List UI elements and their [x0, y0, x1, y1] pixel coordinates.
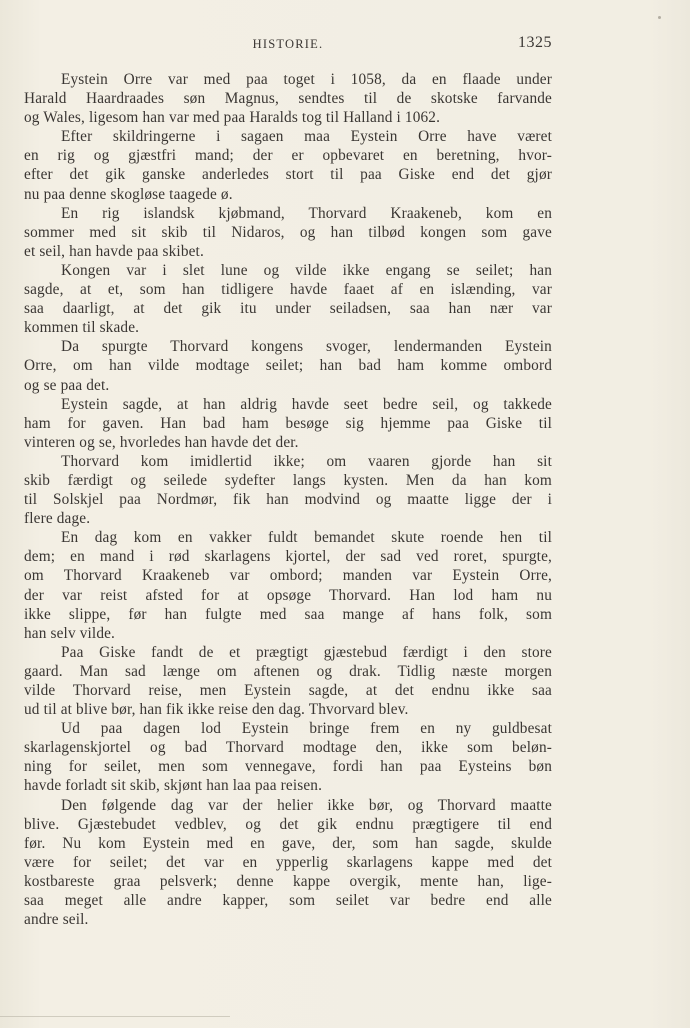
text-line: Eystein Orre var med paa toget i 1058, da en flaade under	[61, 71, 552, 88]
paragraph	[24, 337, 552, 394]
text-line: blive. Gjæstebudet vedblev, og det gik endnu prægtigere til end	[24, 815, 552, 833]
paragraph	[24, 127, 552, 203]
bottom-rule	[0, 1016, 230, 1017]
text-line: vinteren og se, hvorledes han havde det der.	[24, 433, 299, 451]
paragraph	[24, 261, 552, 337]
text-line: Kongen var i slet lune og vilde ikke engang se seilet; han	[61, 261, 552, 279]
text-line: saa daarligt, at det gik itu under seiladsen, saa han nær var	[24, 300, 552, 318]
paragraph	[24, 395, 552, 452]
text-line: dem; en mand i rød skarlagens kjortel, der sad ved roret, spurgte,	[24, 548, 552, 566]
text-line: vilde Thorvard reise, men Eystein sagde, at det endnu ikke saa	[24, 682, 552, 699]
text-line: han selv vilde.	[24, 624, 116, 642]
text-line: Eystein sagde, at han aldrig havde seet bedre seil, og takkede	[61, 395, 552, 413]
paragraph	[24, 70, 552, 127]
text-line: Thorvard kom imidlertid ikke; om vaaren gjorde han sit	[61, 452, 552, 470]
text-line: kostbareste graa pelsverk; denne kappe overgik, mente han, lige-	[24, 872, 552, 890]
paragraph	[24, 643, 552, 719]
text-line: Orre, om han vilde modtage seilet; han bad ham komme ombord	[24, 357, 552, 375]
page-header	[24, 34, 552, 54]
paper-speck	[658, 16, 661, 19]
text-line: sagde, at et, som han tidligere havde faaet af en islænding, var	[24, 281, 552, 299]
text-line: skarlagenskjortel og bad Thorvard modtage den, ikke som beløn-	[24, 739, 552, 757]
paragraph	[24, 204, 552, 261]
text-line: en rig og gjæstfri mand; der er opbevaret en beretning, hvor-	[24, 147, 552, 165]
text-line: sommer med sit skib til Nidaros, og han tilbød kongen som gave	[24, 223, 552, 241]
running-head: HISTORIE.	[252, 37, 324, 51]
text-line: et seil, han havde paa skibet.	[24, 242, 204, 260]
text-line: saa meget alle andre kapper, som seilet var bedre end alle	[24, 892, 552, 910]
paragraph	[24, 452, 552, 528]
text-line: efter det gik ganske anderledes stort til paa Giske end det gjør	[24, 166, 552, 184]
page-number: 1325	[518, 34, 552, 51]
text-line: Efter skildringerne i sagaen maa Eystein Orre have været	[61, 128, 552, 146]
text-line: andre seil.	[24, 911, 89, 929]
paragraph	[24, 796, 552, 930]
text-line: Paa Giske fandt de et prægtigt gjæstebud færdigt i den store	[61, 643, 552, 661]
text-line: ikke slippe, før han fulgte med saa mange af hans folk, som	[24, 605, 552, 623]
paragraph	[24, 528, 552, 643]
text-line: og Wales, ligesom han var med paa Haralds tog til Halland i 1062.	[24, 109, 441, 127]
text-line: der var reist afsted for at opsøge Thorvard. Han lod ham nu	[24, 586, 552, 604]
text-line: til Solskjel paa Nordmør, fik han modvind og maatte ligge der i	[24, 491, 552, 509]
text-line: havde forladt sit skib, skjønt han laa paa reisen.	[24, 777, 323, 795]
text-line: før. Nu kom Eystein med en gave, der, som han sagde, skulde	[24, 834, 552, 852]
text-line: om Thorvard Kraakeneb var ombord; manden var Eystein Orre,	[24, 567, 552, 585]
text-line: ud til at blive bør, han fik ikke reise den dag. Thvorvard blev.	[24, 701, 409, 719]
text-line: En rig islandsk kjøbmand, Thorvard Kraakeneb, kom en	[61, 204, 552, 222]
paragraph	[24, 719, 552, 795]
text-line: nu paa denne skogløse taagede ø.	[24, 185, 233, 203]
text-line: kommen til skade.	[24, 319, 140, 337]
text-line: Den følgende dag var der helier ikke bør, og Thorvard maatte	[61, 796, 552, 814]
text-line: flere dage.	[24, 510, 91, 528]
text-line: ning for seilet, men som vennegave, fordi han paa Eysteins bøn	[24, 758, 552, 776]
text-line: En dag kom en vakker fuldt bemandet skute roende hen til	[61, 529, 552, 547]
text-line: gaard. Man sad længe om aftenen og drak. Tidlig næste morgen	[24, 662, 552, 680]
text-line: ham for gaven. Han bad ham besøge sig hjemme paa Giske til	[24, 414, 552, 432]
text-line: Ud paa dagen lod Eystein bringe frem en ny guldbesat	[61, 720, 552, 738]
text-line: være for seilet; det var en ypperlig skarlagens kappe med det	[24, 853, 552, 871]
text-line: og se paa det.	[24, 376, 110, 394]
text-line: skib færdigt og seilede sydefter langs kysten. Men da han kom	[24, 471, 552, 489]
text-line: Harald Haardraades søn Magnus, sendtes til de skotske farvande	[24, 90, 552, 108]
text-line: Da spurgte Thorvard kongens svoger, lendermanden Eystein	[61, 338, 552, 356]
body-text	[24, 70, 552, 929]
